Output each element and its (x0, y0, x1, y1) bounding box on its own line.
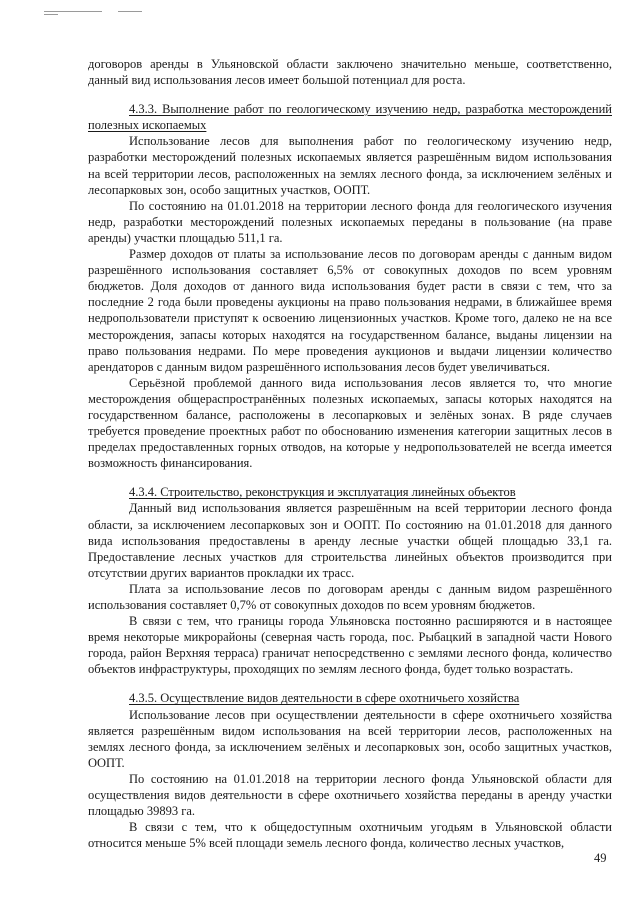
section-heading-4-3-5: 4.3.5. Осуществление видов деятельности в сфере охотничьего хозяйства (129, 691, 520, 706)
paragraph-linear-objects-city: В связи с тем, что границы города Ульяновска постоянно расширяются и в настоящее время некоторые микрорайоны (северная часть города, пос. Рыбацкий в западной части Нового города, район Верхняя терраса) граничат непосредственно с землями лесного фонда, количество объектов инфраструктуры, проходящих по землям лесного фонда, будет только возрастать. (88, 614, 612, 677)
section-heading-4-3-3: 4.3.3. Выполнение работ по геологическому изучению недр, разработка месторождений полезных ископаемых (88, 102, 612, 133)
paragraph-linear-objects-income: Плата за использование лесов по договорам аренды с данным видом разрешённого использования составляет 0,7% от совокупных доходов по всем уровням бюджетов. (88, 581, 612, 612)
paragraph-geology-problem: Серьёзной проблемой данного вида использования лесов является то, что многие месторождения общераспространённых полезных ископаемых, запасы которых находятся на государственном балансе, расположены в лесопарковых и зелёных зонах. В ряде случаев требуется проведение проектных работ по обоснованию изменения категории защитных лесов в пределах предоставленных горных отводов, на которые у недропользователей не всегда имеется возможность финансирования. (88, 375, 612, 471)
paragraph-linear-objects-permitted: Данный вид использования является разрешённым на всей территории лесного фонда области, за исключением лесопарковых зон и ООПТ. По состоянию на 01.01.2018 для данного вида использования предоставлены в аренду лесные участки общей площадью 33,1 га. Предоставление лесных участков для строительства линейных объектов производится при отсутствии других вариантов прокладки их трасс. (88, 501, 612, 580)
paragraph-hunting-area: По состоянию на 01.01.2018 на территории лесного фонда Ульяновской области для осуществления видов деятельности в сфере охотничьего хозяйства переданы в аренду участки площадью 39893 га. (88, 771, 612, 819)
page-number: 49 (594, 851, 607, 865)
paragraph-lease-contracts: договоров аренды в Ульяновской области заключено значительно меньше, соответственно, данный вид использования лесов имеет большой потенциал для роста. (88, 57, 612, 88)
paragraph-geology-area: По состоянию на 01.01.2018 на территории лесного фонда для геологического изучения недр, разработки месторождений полезных ископаемых переданы в пользование (на праве аренды) участки площадью 511,1 га. (88, 198, 612, 245)
document-page (88, 56, 612, 851)
section-gap (88, 677, 612, 690)
section-gap (88, 471, 612, 484)
paragraph-hunting-grounds: В связи с тем, что к общедоступным охотничьим угодьям в Ульяновской области относится меньше 5% всей площади земель лесного фонда, количество лесных участков, (88, 820, 612, 851)
scan-artifact-line (118, 11, 142, 12)
paragraph-geology-income: Размер доходов от платы за использование лесов по договорам аренды с данным видом разрешённого использования составляет 6,5% от совокупных доходов по всем уровням бюджетов. Доля доходов от данного вида использования будет расти в связи с тем, что за последние 2 года были проведены аукционы на право пользования недрами, в ближайшее время недропользователи приступят к освоению лицензионных участков. Кроме того, далеко не на все месторождения, запасы которых находятся на государственном балансе, выданы лицензии на право пользования недрами. По мере проведения аукционов и выдачи лицензии количество арендаторов с данным видом разрешённого использования лесов будет увеличиваться. (88, 247, 612, 374)
scan-artifact-line (44, 11, 102, 12)
section-heading-4-3-4: 4.3.4. Строительство, реконструкция и эксплуатация линейных объектов (129, 485, 516, 500)
scan-artifact-line (44, 14, 58, 15)
section-gap (88, 88, 612, 101)
paragraph-geology-permitted-use: Использование лесов для выполнения работ по геологическому изучению недр, разработки месторождений полезных ископаемых является разрешённым видом использования на всей территории лесов, расположенных на землях лесного фонда, за исключением зелёных и лесопарковых зон, особо защитных участков, ООПТ. (88, 134, 612, 197)
paragraph-hunting-permitted: Использование лесов при осуществлении деятельности в сфере охотничьего хозяйства является разрешённым видом использования на всей территории лесов, расположенных на землях лесного фонда, за исключением зелёных и лесопарковых зон, особо защитных участков, ООПТ. (88, 707, 612, 770)
